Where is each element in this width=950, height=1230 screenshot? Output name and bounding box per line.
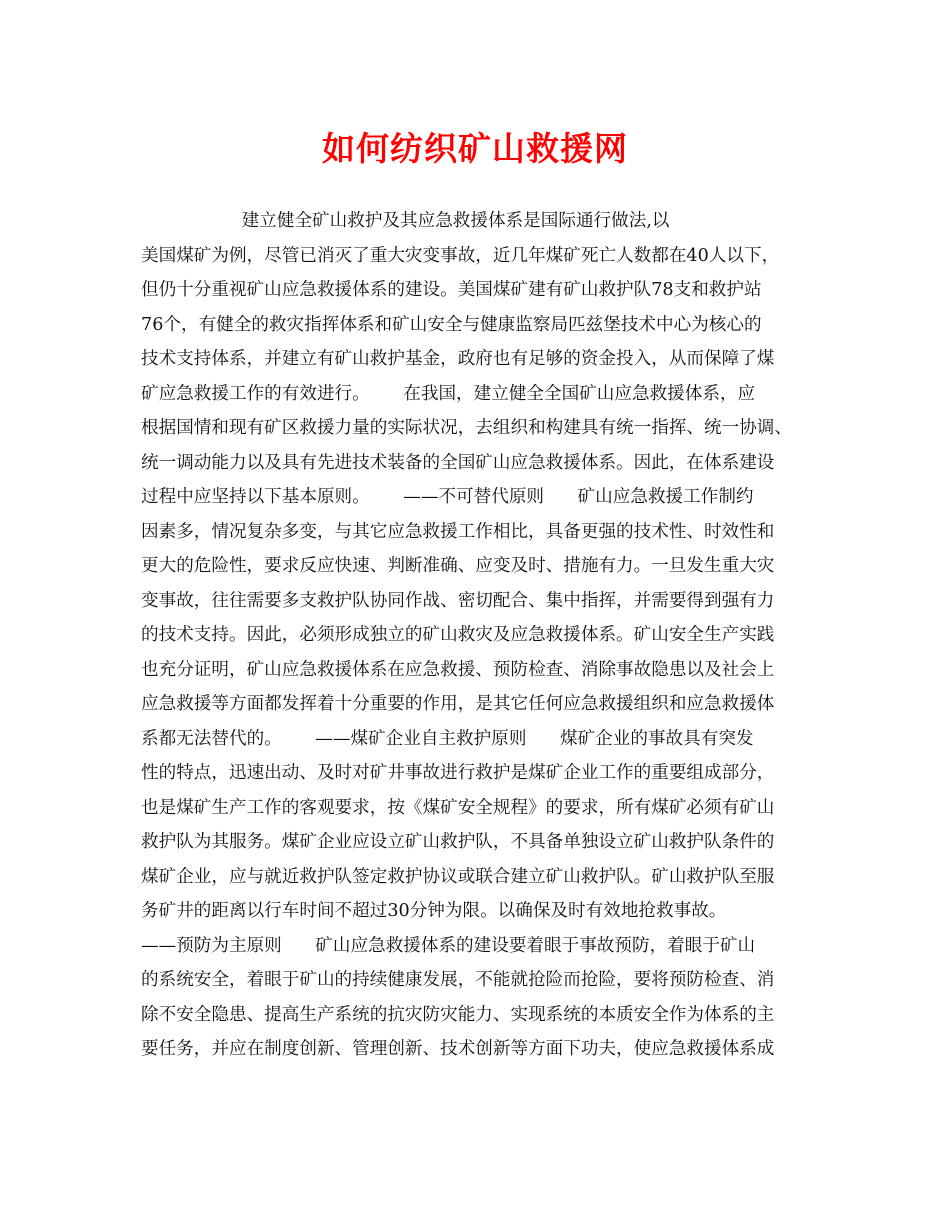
body-line: 因素多，情况复杂多变，与其它应急救援工作相比，具备更强的技术性、时效性和: [141, 521, 775, 542]
body-line: 性的特点，迅速出动、及时对矿井事故进行救护是煤矿企业工作的重要组成部分，: [141, 763, 775, 783]
body-line: 也充分证明，矿山应急救援体系在应急救援、预防检查、消除事故隐患以及社会上: [141, 659, 775, 680]
body-line: 建立健全矿山救护及其应急救援体系是国际通行做法,以: [141, 211, 670, 231]
body-line: 救护队为其服务。煤矿企业应设立矿山救护队，不具备单独设立矿山救护队条件的: [141, 832, 775, 852]
body-line: 矿应急救援工作的有效进行。 在我国，建立健全全国矿山应急救援体系，应: [141, 383, 756, 404]
body-line: 应急救援等方面都发挥着十分重要的作用，是其它任何应急救援组织和应急救援体: [141, 694, 775, 714]
body-line: 美国煤矿为例，尽管已消灭了重大灾变事故，近几年煤矿死亡人数都在40人以下，: [141, 245, 780, 266]
body-line: 也是煤矿生产工作的客观要求，按《煤矿安全规程》的要求，所有煤矿必须有矿山: [141, 797, 775, 818]
body-line: 过程中应坚持以下基本原则。 ——不可替代原则 矿山应急救援工作制约: [141, 487, 754, 507]
body-line: ——预防为主原则 矿山应急救援体系的建设要着眼于事故预防，着眼于矿山: [141, 935, 756, 956]
body-line: 统一调动能力以及具有先进技术装备的全国矿山应急救援体系。因此，在体系建设: [141, 452, 775, 473]
body-line: 务矿井的距离以行车时间不超过30分钟为限。以确保及时有效地抢救事故。: [141, 901, 727, 921]
body-line: 煤矿企业，应与就近救护队签定救护协议或联合建立矿山救护队。矿山救护队至服: [141, 866, 775, 887]
body-line: 变事故，往往需要多支救护队协同作战、密切配合、集中指挥，并需要得到强有力: [141, 590, 775, 611]
body-line: 技术支持体系，并建立有矿山救护基金，政府也有足够的资金投入，从而保障了煤: [141, 349, 775, 369]
body-line: 除不安全隐患、提高生产系统的抗灾防灾能力、实现系统的本质安全作为体系的主: [141, 1004, 775, 1025]
body-line: 根据国情和现有矿区救援力量的实际状况，去组织和构建具有统一指挥、统一协调、: [141, 418, 792, 438]
document-body: [141, 204, 821, 1067]
body-line: 要任务，并应在制度创新、管理创新、技术创新等方面下功夫，使应急救援体系成: [141, 1039, 775, 1059]
body-line: 更大的危险性，要求反应快速、判断准确、应变及时、措施有力。一旦发生重大灾: [141, 556, 775, 576]
body-line: 的技术支持。因此，必须形成独立的矿山救灾及应急救援体系。矿山安全生产实践: [141, 625, 775, 645]
document-title: 如何纺织矿山救援网: [322, 129, 628, 168]
body-line: 但仍十分重视矿山应急救援体系的建设。美国煤矿建有矿山救护队78支和救护站: [141, 280, 762, 300]
body-line: 系都无法替代的。 ——煤矿企业自主救护原则 煤矿企业的事故具有突发: [141, 728, 754, 749]
body-line: 76个，有健全的救灾指挥体系和矿山安全与健康监察局匹兹堡技术中心为核心的: [141, 314, 762, 335]
body-line: 的系统安全，着眼于矿山的持续健康发展，不能就抢险而抢险，要将预防检查、消: [141, 970, 775, 990]
